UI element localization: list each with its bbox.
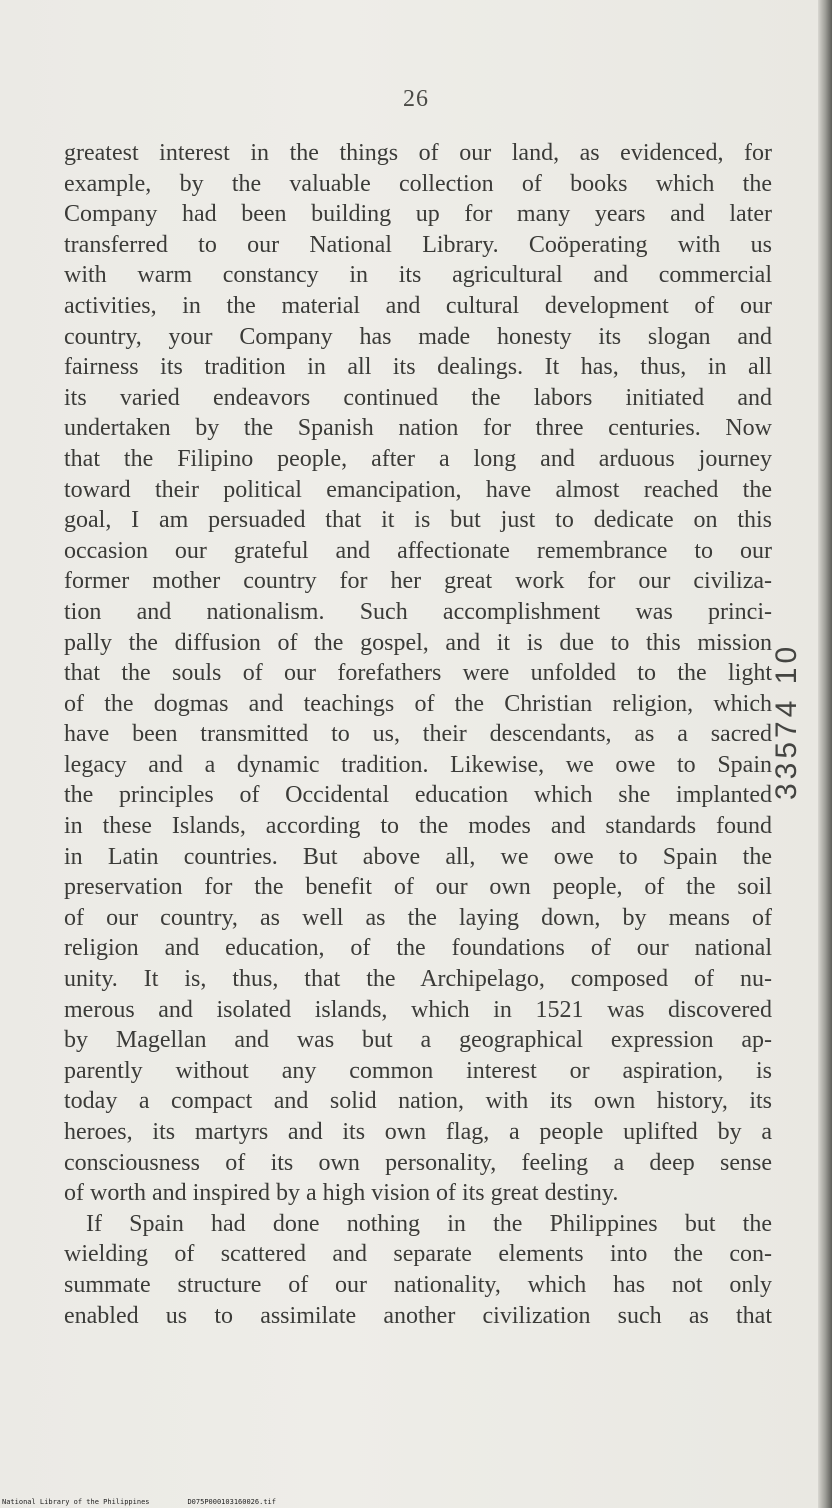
page-number: 26 xyxy=(403,86,429,112)
text-line: undertaken by the Spanish nation for three centuries. Now xyxy=(64,415,772,442)
text-line: example, by the valuable collection of books which the xyxy=(64,170,772,197)
text-line: Company had been building up for many years and later xyxy=(64,201,772,228)
text-line: the principles of Occidental education which she implanted xyxy=(64,782,772,809)
text-line: unity. It is, thus, that the Archipelago, composed of nu- xyxy=(64,966,772,993)
text-line: legacy and a dynamic tradition. Likewise, we owe to Spain xyxy=(64,751,772,778)
text-line: of worth and inspired by a high vision of its great destiny. xyxy=(64,1180,619,1207)
text-line: fairness its tradition in all its dealings. It has, thus, in all xyxy=(64,354,772,381)
text-line: preservation for the benefit of our own people, of the soil xyxy=(64,874,772,901)
text-line: of the dogmas and teachings of the Christian religion, which xyxy=(64,690,772,717)
text-line: merous and isolated islands, which in 1521 was discovered xyxy=(64,996,772,1023)
footer-file-name: D075P000103160026.tif xyxy=(187,1498,276,1506)
text-line: country, your Company has made honesty its slogan and xyxy=(64,323,772,350)
text-line: heroes, its martyrs and its own flag, a people uplifted by a xyxy=(64,1119,772,1145)
text-line: greatest interest in the things of our land, as evidenced, for xyxy=(64,140,772,166)
text-line: occasion our grateful and affectionate remembrance to our xyxy=(64,537,772,564)
text-line: former mother country for her great work for our civiliza- xyxy=(64,568,772,595)
text-line: that the Filipino people, after a long and arduous journey xyxy=(64,445,772,472)
body-text xyxy=(64,138,772,1331)
text-line: religion and education, of the foundations of our national xyxy=(64,935,772,962)
text-line: have been transmitted to us, their descendants, as a sacred xyxy=(64,721,772,748)
text-line: today a compact and solid nation, with its own history, its xyxy=(64,1088,772,1115)
text-line: by Magellan and was but a geographical expression ap- xyxy=(64,1027,772,1054)
text-line: with warm constancy in its agricultural and commercial xyxy=(64,262,772,289)
text-line: consciousness of its own personality, feeling a deep sense xyxy=(64,1149,772,1176)
text-line: enabled us to assimilate another civilization such as that xyxy=(64,1302,772,1329)
text-line: tion and nationalism. Such accomplishment was princi- xyxy=(64,598,772,625)
text-line: toward their political emancipation, have almost reached the xyxy=(64,476,772,503)
text-line: If Spain had done nothing in the Philippines but the xyxy=(86,1210,772,1237)
text-line: parently without any common interest or aspiration, is xyxy=(64,1057,772,1084)
text-line: goal, I am persuaded that it is but just to dedicate on this xyxy=(64,507,772,534)
scan-footer xyxy=(2,1498,276,1506)
text-line: of our country, as well as the laying down, by means of xyxy=(64,904,772,931)
text-line: pally the diffusion of the gospel, and it is due to this mission xyxy=(64,629,772,656)
text-line: summate structure of our nationality, which has not only xyxy=(64,1271,772,1298)
text-line: in these Islands, according to the modes and standards found xyxy=(64,813,772,840)
page-edge-shadow xyxy=(818,0,832,1508)
text-line: in Latin countries. But above all, we owe to Spain the xyxy=(64,843,772,870)
text-line: its varied endeavors continued the labors initiated and xyxy=(64,384,772,411)
handwritten-margin-note: 33574 10 xyxy=(770,642,803,800)
text-line: activities, in the material and cultural development of our xyxy=(64,292,772,319)
text-line: wielding of scattered and separate elements into the con- xyxy=(64,1241,772,1268)
footer-library-name: National Library of the Philippines xyxy=(2,1498,150,1506)
text-line: that the souls of our forefathers were unfolded to the light xyxy=(64,660,772,687)
text-line: transferred to our National Library. Coöperating with us xyxy=(64,231,772,258)
